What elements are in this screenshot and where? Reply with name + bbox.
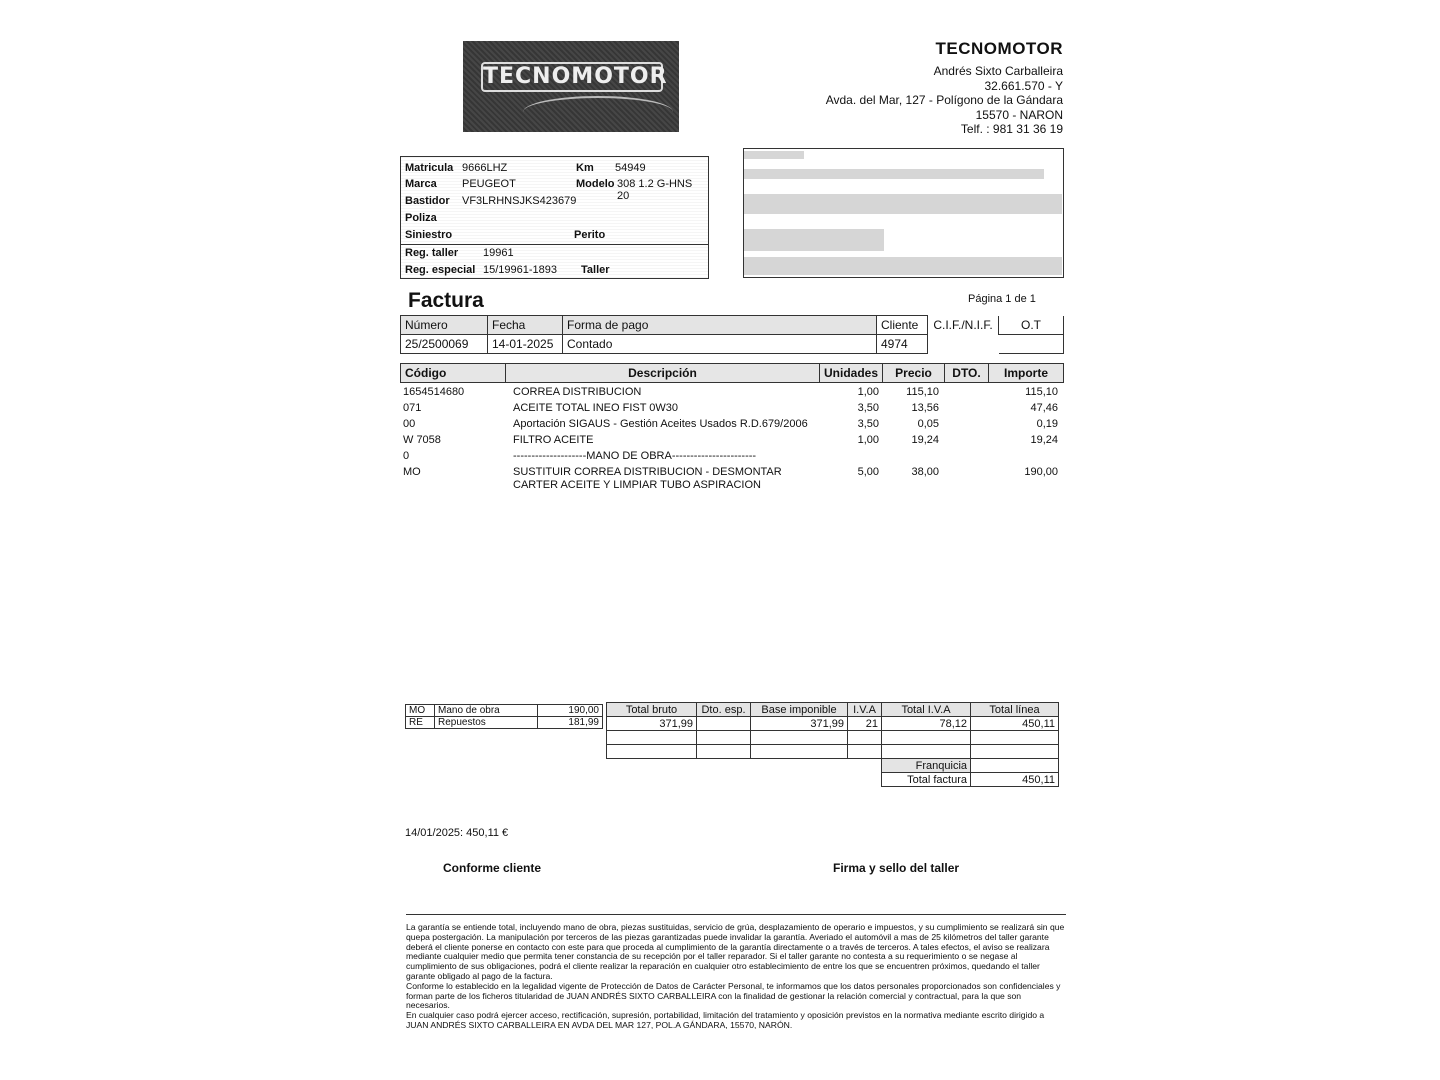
matricula-value: 9666LHZ [462, 162, 508, 174]
taller-label: Taller [581, 264, 610, 276]
base-imponible-value: 371,99 [751, 717, 848, 731]
reg-especial-label: Reg. especial [405, 264, 476, 276]
item-precio: 13,56 [911, 402, 939, 414]
item-codigo: MO [403, 466, 421, 478]
reg-taller-value: 19961 [483, 247, 514, 259]
client-info-box-redacted [743, 148, 1064, 278]
re-code: RE [406, 717, 435, 729]
reg-taller-label: Reg. taller [405, 247, 459, 259]
item-descripcion: SUSTITUIR CORREA DISTRIBUCION - DESMONTAR [513, 466, 782, 478]
matricula-label: Matricula [405, 162, 454, 174]
iva-header: I.V.A [848, 703, 882, 717]
company-city: 15570 - NARON [975, 107, 1063, 122]
item-codigo: 1654514680 [403, 386, 465, 398]
total-iva-value: 78,12 [882, 717, 971, 731]
total-bruto-header: Total bruto [607, 703, 697, 717]
summary-table [405, 704, 603, 729]
company-info [826, 40, 1063, 137]
item-importe: 47,46 [1030, 402, 1058, 414]
company-owner: Andrés Sixto Carballeira [933, 64, 1063, 78]
cliente-value: 4974 [877, 335, 928, 354]
item-unidades: 5,00 [857, 466, 879, 478]
modelo-value: 308 1.2 G-HNS [617, 178, 693, 190]
marca-value: PEUGEOT [462, 178, 516, 190]
totals-table [606, 702, 1059, 787]
bastidor-label: Bastidor [405, 195, 450, 207]
re-label: Repuestos [435, 717, 538, 729]
items-table-header [400, 363, 1064, 383]
numero-header: Número [401, 316, 488, 335]
document-title: Factura [408, 289, 484, 312]
item-unidades: 1,00 [857, 386, 879, 398]
item-importe: 115,10 [1025, 386, 1058, 398]
base-imponible-header: Base imponible [751, 703, 848, 717]
mo-value: 190,00 [538, 705, 603, 717]
car-silhouette-icon [523, 96, 673, 128]
payment-line: 14/01/2025: 450,11 € [405, 827, 509, 839]
numero-value: 25/2500069 [401, 335, 488, 354]
unidades-header: Unidades [820, 364, 883, 383]
total-iva-header: Total I.V.A [882, 703, 971, 717]
km-value: 54949 [615, 162, 646, 174]
company-phone: Telf. : 981 31 36 19 [960, 122, 1063, 136]
fecha-header: Fecha [488, 316, 563, 335]
legal-paragraph: Conforme lo establecido en la legalidad vigente de Protección de Datos de Carácter Personal, te informamos que los datos personales proporcionados son confidenciales y forman parte de los ficheros titularidad de JUAN ANDRÉS SIXTO CARBALLEIRA con la finalidad de gestionar la relación comercial y contractual, para la que son necesarios. [406, 980, 1061, 1011]
item-precio: 115,10 [906, 386, 939, 398]
dto-header: DTO. [945, 364, 989, 383]
cif-header: C.I.F./N.I.F. [928, 316, 999, 335]
page-indicator: Página 1 de 1 [968, 293, 1036, 305]
item-descripcion: CORREA DISTRIBUCION [513, 386, 642, 398]
km-label: Km [576, 162, 594, 174]
forma-pago-value: Contado [563, 335, 877, 354]
item-precio: 38,00 [911, 466, 939, 478]
company-name: TECNOMOTOR [935, 39, 1063, 58]
dto-esp-header: Dto. esp. [697, 703, 751, 717]
perito-label: Perito [574, 229, 606, 241]
total-factura-value: 450,11 [971, 773, 1059, 787]
company-logo [463, 41, 679, 132]
total-bruto-value: 371,99 [607, 717, 697, 731]
importe-header: Importe [989, 364, 1064, 383]
franquicia-value [971, 759, 1059, 773]
item-unidades: 1,00 [857, 434, 879, 446]
item-codigo: 00 [403, 418, 416, 430]
total-linea-header: Total línea [971, 703, 1059, 717]
company-nif: 32.661.570 - Y [984, 78, 1063, 93]
cliente-header: Cliente [877, 316, 928, 335]
item-descripcion: FILTRO ACEITE [513, 434, 594, 446]
item-descripcion: --------------------MANO DE OBRA----------------------- [513, 450, 757, 462]
item-importe: 190,00 [1024, 466, 1058, 478]
item-unidades: 3,50 [857, 418, 879, 430]
codigo-header: Código [401, 364, 506, 383]
franquicia-label: Franquicia [882, 759, 971, 773]
legal-notice [406, 914, 1066, 1031]
siniestro-label: Siniestro [405, 229, 453, 241]
modelo-label: Modelo [576, 178, 615, 190]
item-importe: 19,24 [1030, 434, 1058, 446]
re-value: 181,99 [538, 717, 603, 729]
marca-label: Marca [405, 178, 437, 190]
item-descripcion: Aportación SIGAUS - Gestión Aceites Usados R.D.679/2006 [513, 418, 808, 430]
fecha-value: 14-01-2025 [488, 335, 563, 354]
logo-text: TECNOMOTOR [481, 62, 663, 92]
item-codigo: 071 [403, 402, 422, 414]
mo-label: Mano de obra [435, 705, 538, 717]
company-address: Avda. del Mar, 127 - Polígono de la Gándara [825, 93, 1063, 107]
legal-paragraph: La garantía se entiende total, incluyendo mano de obra, piezas sustituidas, servicio de grúa, desplazamiento de operario e impuestos, y su cumplimiento se realizará sin que quepa postergación. La manipulación por terceros de las piezas garantizadas puede invalidar la garantía. Averiado el automóvil a mas de 25 kilómetros del taller garante deberá el cliente ponerse en contacto con este para que proceda al cumplimiento de la garantía directamente o a través de terceros. A tales efectos, el aviso se realizara mediante cualquier medio que permita tener constancia de su recepción por el taller reparador. Si el taller garante no contesta a su requerimiento o se negase al cumplimiento de sus obligaciones, podrá el cliente realizar la reparación en cualquier otro establecimiento de entre los que se encuentren próximos, quedando el taller garante obligado al pago de la factura. [406, 922, 1065, 981]
item-descripcion: ACEITE TOTAL INEO FIST 0W30 [513, 402, 679, 414]
item-codigo: 0 [403, 450, 410, 462]
item-importe: 0,19 [1036, 418, 1058, 430]
item-precio: 0,05 [917, 418, 939, 430]
item-unidades: 3,50 [857, 402, 879, 414]
bastidor-value: VF3LRHNSJKS423679 [462, 195, 577, 207]
forma-pago-header: Forma de pago [563, 316, 877, 335]
client-signature-label: Conforme cliente [443, 861, 542, 875]
precio-header: Precio [883, 364, 945, 383]
item-descripcion: CARTER ACEITE Y LIMPIAR TUBO ASPIRACION [513, 479, 761, 491]
legal-paragraph: En cualquier caso podrá ejercer acceso, rectificación, supresión, portabilidad, limitación del tratamiento y oposición previstos en la normativa mediante escrito dirigido a JUAN ANDRÉS SIXTO CARBALLEIRA EN AVDA DEL MAR 127, POL.A GÁNDARA, 15570, NARÓN. [406, 1010, 1045, 1030]
reg-especial-value: 15/19961-1893 [483, 264, 558, 276]
total-linea-value: 450,11 [971, 717, 1059, 731]
descripcion-header: Descripción [506, 364, 820, 383]
modelo-value-cont: 20 [617, 190, 630, 202]
item-precio: 19,24 [911, 434, 939, 446]
iva-value: 21 [848, 717, 882, 731]
mo-code: MO [406, 705, 435, 717]
invoice-header-table [400, 315, 1064, 354]
poliza-label: Poliza [405, 212, 437, 224]
total-factura-label: Total factura [882, 773, 971, 787]
item-codigo: W 7058 [403, 434, 441, 446]
ot-header: O.T [999, 316, 1064, 335]
dto-esp-value [697, 717, 751, 731]
workshop-signature-label: Firma y sello del taller [833, 861, 960, 875]
vehicle-info-box [400, 156, 709, 279]
